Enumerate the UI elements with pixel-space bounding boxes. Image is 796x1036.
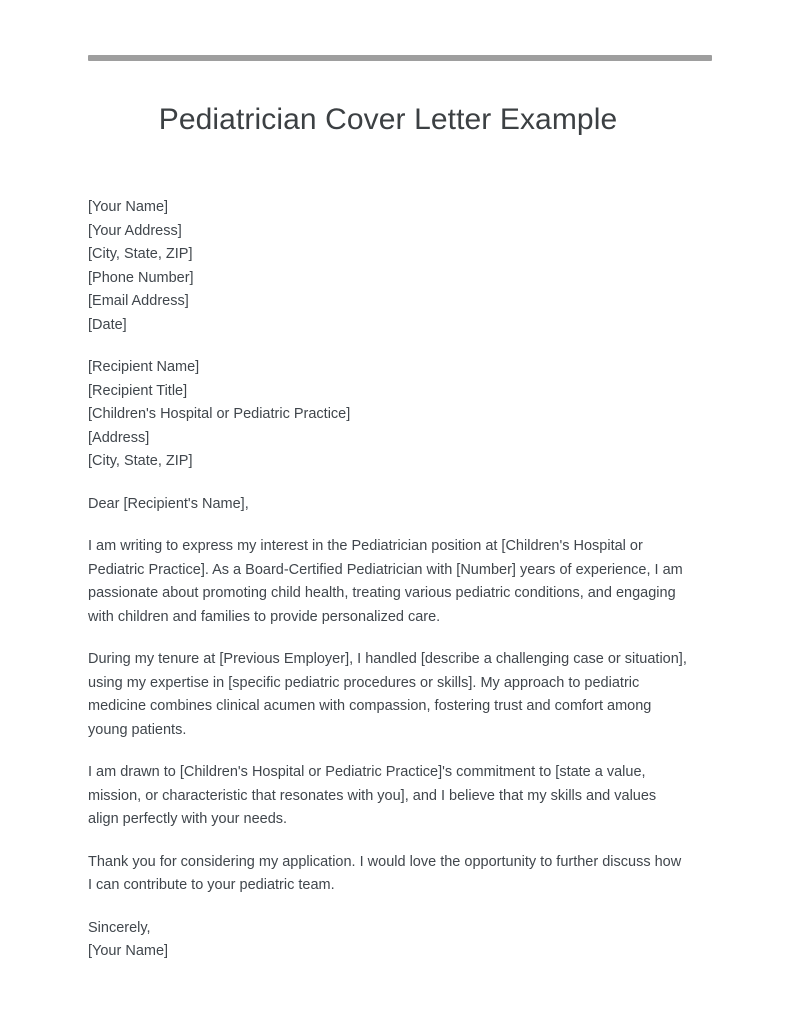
signature-name: [Your Name] xyxy=(88,943,169,959)
recipient-line: [Recipient Title] xyxy=(88,382,188,399)
page-left-margin xyxy=(0,0,8,1036)
sender-line: [Phone Number] xyxy=(88,269,194,286)
salutation: Dear [Recipient's Name], xyxy=(88,495,249,512)
recipient-line: [City, State, ZIP] xyxy=(88,453,193,469)
sender-line: [Email Address] xyxy=(88,293,189,309)
sender-address-block xyxy=(88,196,708,337)
recipient-address-block xyxy=(88,356,708,474)
recipient-line: [Address] xyxy=(88,429,150,446)
sender-line: [Your Address] xyxy=(88,222,182,239)
document-content xyxy=(88,0,708,964)
closing-block xyxy=(88,917,708,964)
closing-line: Sincerely, xyxy=(88,919,151,936)
sender-line: [Date] xyxy=(88,316,127,333)
body-paragraph-1: I am writing to express my interest in the Pediatrician position at [Children's Hospital or Pediatric Practice]. As a Board-Certified Pediatrician with [Number] years of experience, I am passionate about promoting child health, treating various pediatric conditions, and engaging with children and families to provide personalized care. xyxy=(88,538,683,625)
page-right-margin xyxy=(788,0,796,1036)
letter-body xyxy=(88,196,708,964)
body-paragraph-2: During my tenure at [Previous Employer], I handled [describe a challenging case or situation], using my expertise in [specific pediatric procedures or skills]. My approach to pediatric medicine combines clinical acumen with compassion, fostering trust and comfort among young patients. xyxy=(88,651,687,738)
recipient-line: [Children's Hospital or Pediatric Practice] xyxy=(88,406,351,422)
sender-line: [City, State, ZIP] xyxy=(88,246,193,262)
body-paragraph-3: I am drawn to [Children's Hospital or Pediatric Practice]'s commitment to [state a value, mission, or characteristic that resonates with you], and I believe that my skills and values align perfectly with your needs. xyxy=(88,764,657,827)
header-divider xyxy=(88,55,712,61)
page-title: Pediatrician Cover Letter Example xyxy=(158,103,618,136)
body-paragraph-4: Thank you for considering my application. I would love the opportunity to further discuss how I can contribute to your pediatric team. xyxy=(88,853,682,893)
recipient-line: [Recipient Name] xyxy=(88,359,200,375)
sender-line: [Your Name] xyxy=(88,199,169,215)
